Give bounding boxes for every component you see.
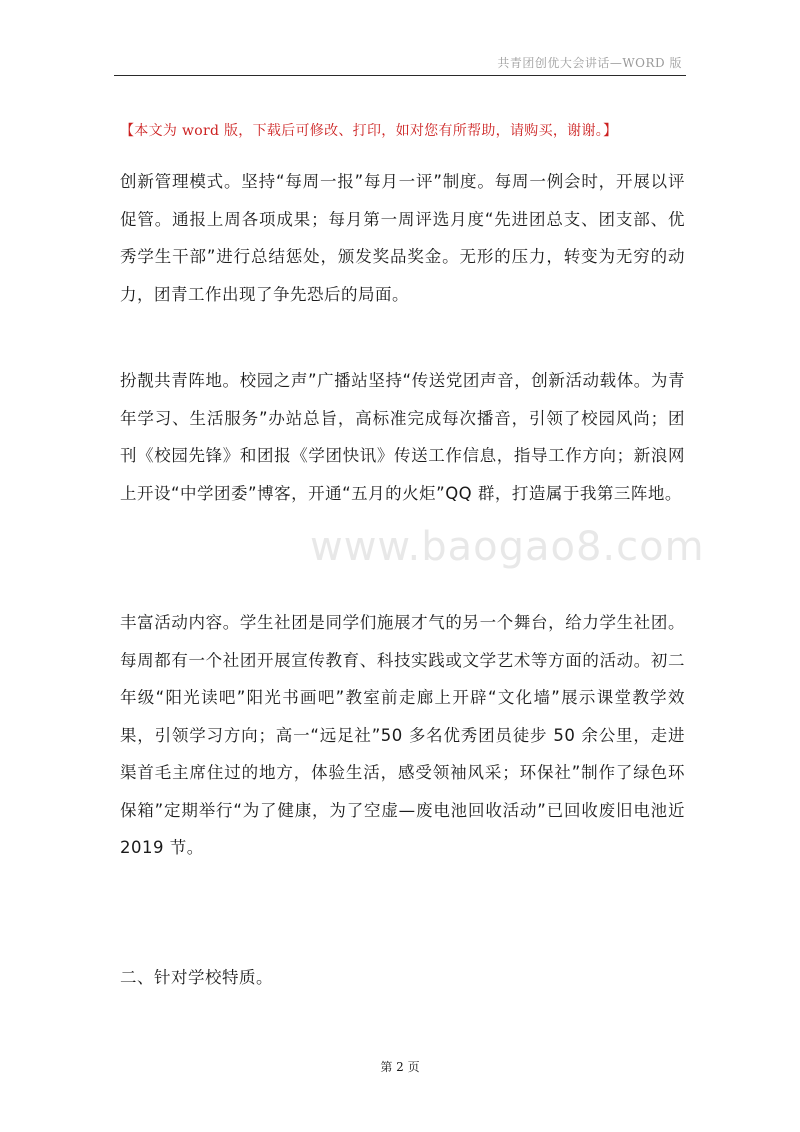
paragraph-activities: 丰富活动内容。学生社团是同学们施展才气的另一个舞台，给力学生社团。每周都有一个社团开展宣传教育、科技实践或文学艺术等方面的活动。初二年级“阳光读吧”阳光书画吧”教室前走廊上开辟“文化墙”展示课堂教学效果，引领学习方向；高一“远足社”50 多名优秀团员徒步 50 余公里，走进渠首毛主席住过的地方，体验生活，感受领袖风采；环保社”制作了绿色环保箱”定期举行“为了健康，为了空虚—废电池回收活动”已回收废旧电池近 2019 节。 bbox=[120, 613, 685, 857]
watermark: www.baogao8.com bbox=[310, 524, 705, 570]
section-heading: 二、针对学校特质。 bbox=[120, 968, 273, 987]
paragraph-position: 扮靓共青阵地。校园之声”广播站坚持“传送党团声音，创新活动载体。为青年学习、生活服务”办站总旨，高标准完成每次播音，引领了校园风尚；团刊《校园先锋》和团报《学团快讯》传送工作信息，指导工作方向；新浪网上开设“中学团委”博客，开通“五月的火炬”QQ 群，打造属于我第三阵地。 bbox=[120, 371, 685, 503]
paragraph-management: 创新管理模式。坚持“每周一报”每月一评”制度。每周一例会时，开展以评促管。通报上周各项成果；每月第一周评选月度“先进团总支、团支部、优秀学生干部”进行总结惩处，颁发奖品奖金。无形的压力，转变为无穷的动力，团青工作出现了争先恐后的局面。 bbox=[120, 172, 685, 304]
header-divider bbox=[114, 75, 686, 76]
download-notice: 【本文为 word 版，下载后可修改、打印，如对您有所帮助，请购买，谢谢。】 bbox=[120, 123, 618, 139]
document-header-title: 共青团创优大会讲话—WORD 版 bbox=[497, 56, 682, 70]
page-number: 第 2 页 bbox=[380, 1060, 420, 1074]
